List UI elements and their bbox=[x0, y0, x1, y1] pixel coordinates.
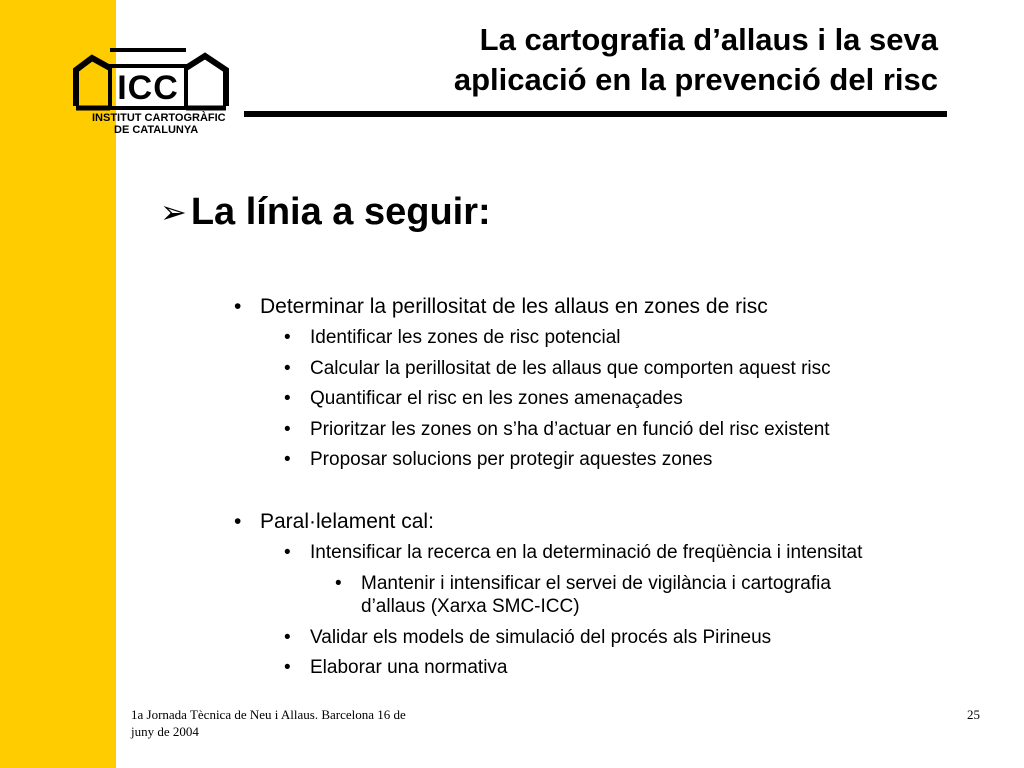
list-item bbox=[234, 509, 434, 535]
list-item-text: Mantenir i intensificar el servei de vigilància i cartografia bbox=[361, 573, 831, 594]
bullet-dot-icon: • bbox=[284, 358, 291, 379]
bullet-dot-icon: • bbox=[284, 542, 291, 563]
footer-event-line2: juny de 2004 bbox=[131, 724, 199, 739]
list-item bbox=[335, 572, 831, 595]
list-item bbox=[284, 541, 863, 565]
list-item-text: Proposar solucions per protegir aquestes zones bbox=[310, 449, 713, 470]
list-item-text: Identificar les zones de risc potencial bbox=[310, 327, 621, 348]
bullet-dot-icon: • bbox=[234, 510, 242, 533]
list-item bbox=[284, 448, 713, 472]
bullet-dot-icon: • bbox=[234, 295, 242, 318]
list-item bbox=[284, 387, 683, 411]
list-item-text: Prioritzar les zones on s’ha d’actuar en funció del risc existent bbox=[310, 419, 830, 440]
bullet-dot-icon: • bbox=[335, 573, 342, 594]
title-line2: aplicació en la prevenció del risc bbox=[453, 62, 938, 97]
title-line1: La cartografia d’allaus i la seva bbox=[479, 22, 938, 57]
list-item bbox=[284, 656, 508, 680]
list-item bbox=[284, 418, 830, 442]
logo-name-line2: DE CATALUNYA bbox=[114, 124, 199, 136]
footer-event bbox=[131, 706, 451, 740]
footer-event-line1: 1a Jornada Tècnica de Neu i Allaus. Barcelona 16 de bbox=[131, 707, 406, 722]
section-heading bbox=[160, 188, 491, 236]
list-item-text: Quantificar el risc en les zones amenaçades bbox=[310, 388, 683, 409]
list-item bbox=[284, 357, 831, 381]
list-item-continuation: d’allaus (Xarxa SMC-ICC) bbox=[361, 596, 580, 617]
bullet-dot-icon: • bbox=[284, 657, 291, 678]
bullet-dot-icon: • bbox=[284, 627, 291, 648]
slide-title bbox=[300, 20, 938, 100]
list-item bbox=[284, 326, 621, 350]
title-underline bbox=[244, 111, 947, 117]
list-item-text: Elaborar una normativa bbox=[310, 657, 508, 678]
logo-name-line1: INSTITUT CARTOGRÀFIC bbox=[92, 112, 226, 124]
list-item-text: Calcular la perillositat de les allaus que comporten aquest risc bbox=[310, 358, 831, 379]
bullet-dot-icon: • bbox=[284, 419, 291, 440]
icc-logo bbox=[70, 46, 235, 146]
bullet-dot-icon: • bbox=[284, 388, 291, 409]
list-item-text: Intensificar la recerca en la determinació de freqüència i intensitat bbox=[310, 542, 863, 563]
list-item-text: Validar els models de simulació del procés als Pirineus bbox=[310, 627, 772, 648]
logo-abbreviation: ICC bbox=[117, 69, 179, 107]
list-item bbox=[234, 294, 768, 320]
section-heading-text: La línia a seguir: bbox=[190, 191, 491, 233]
page-number: 25 bbox=[967, 707, 980, 722]
bullet-dot-icon: • bbox=[284, 327, 291, 348]
list-item-text: Paral·lelament cal: bbox=[260, 510, 434, 533]
bullet-dot-icon: • bbox=[284, 449, 291, 470]
list-item-text: Determinar la perillositat de les allaus en zones de risc bbox=[260, 295, 768, 318]
arrow-bullet-icon: ➢ bbox=[160, 194, 187, 230]
list-item bbox=[284, 626, 772, 650]
